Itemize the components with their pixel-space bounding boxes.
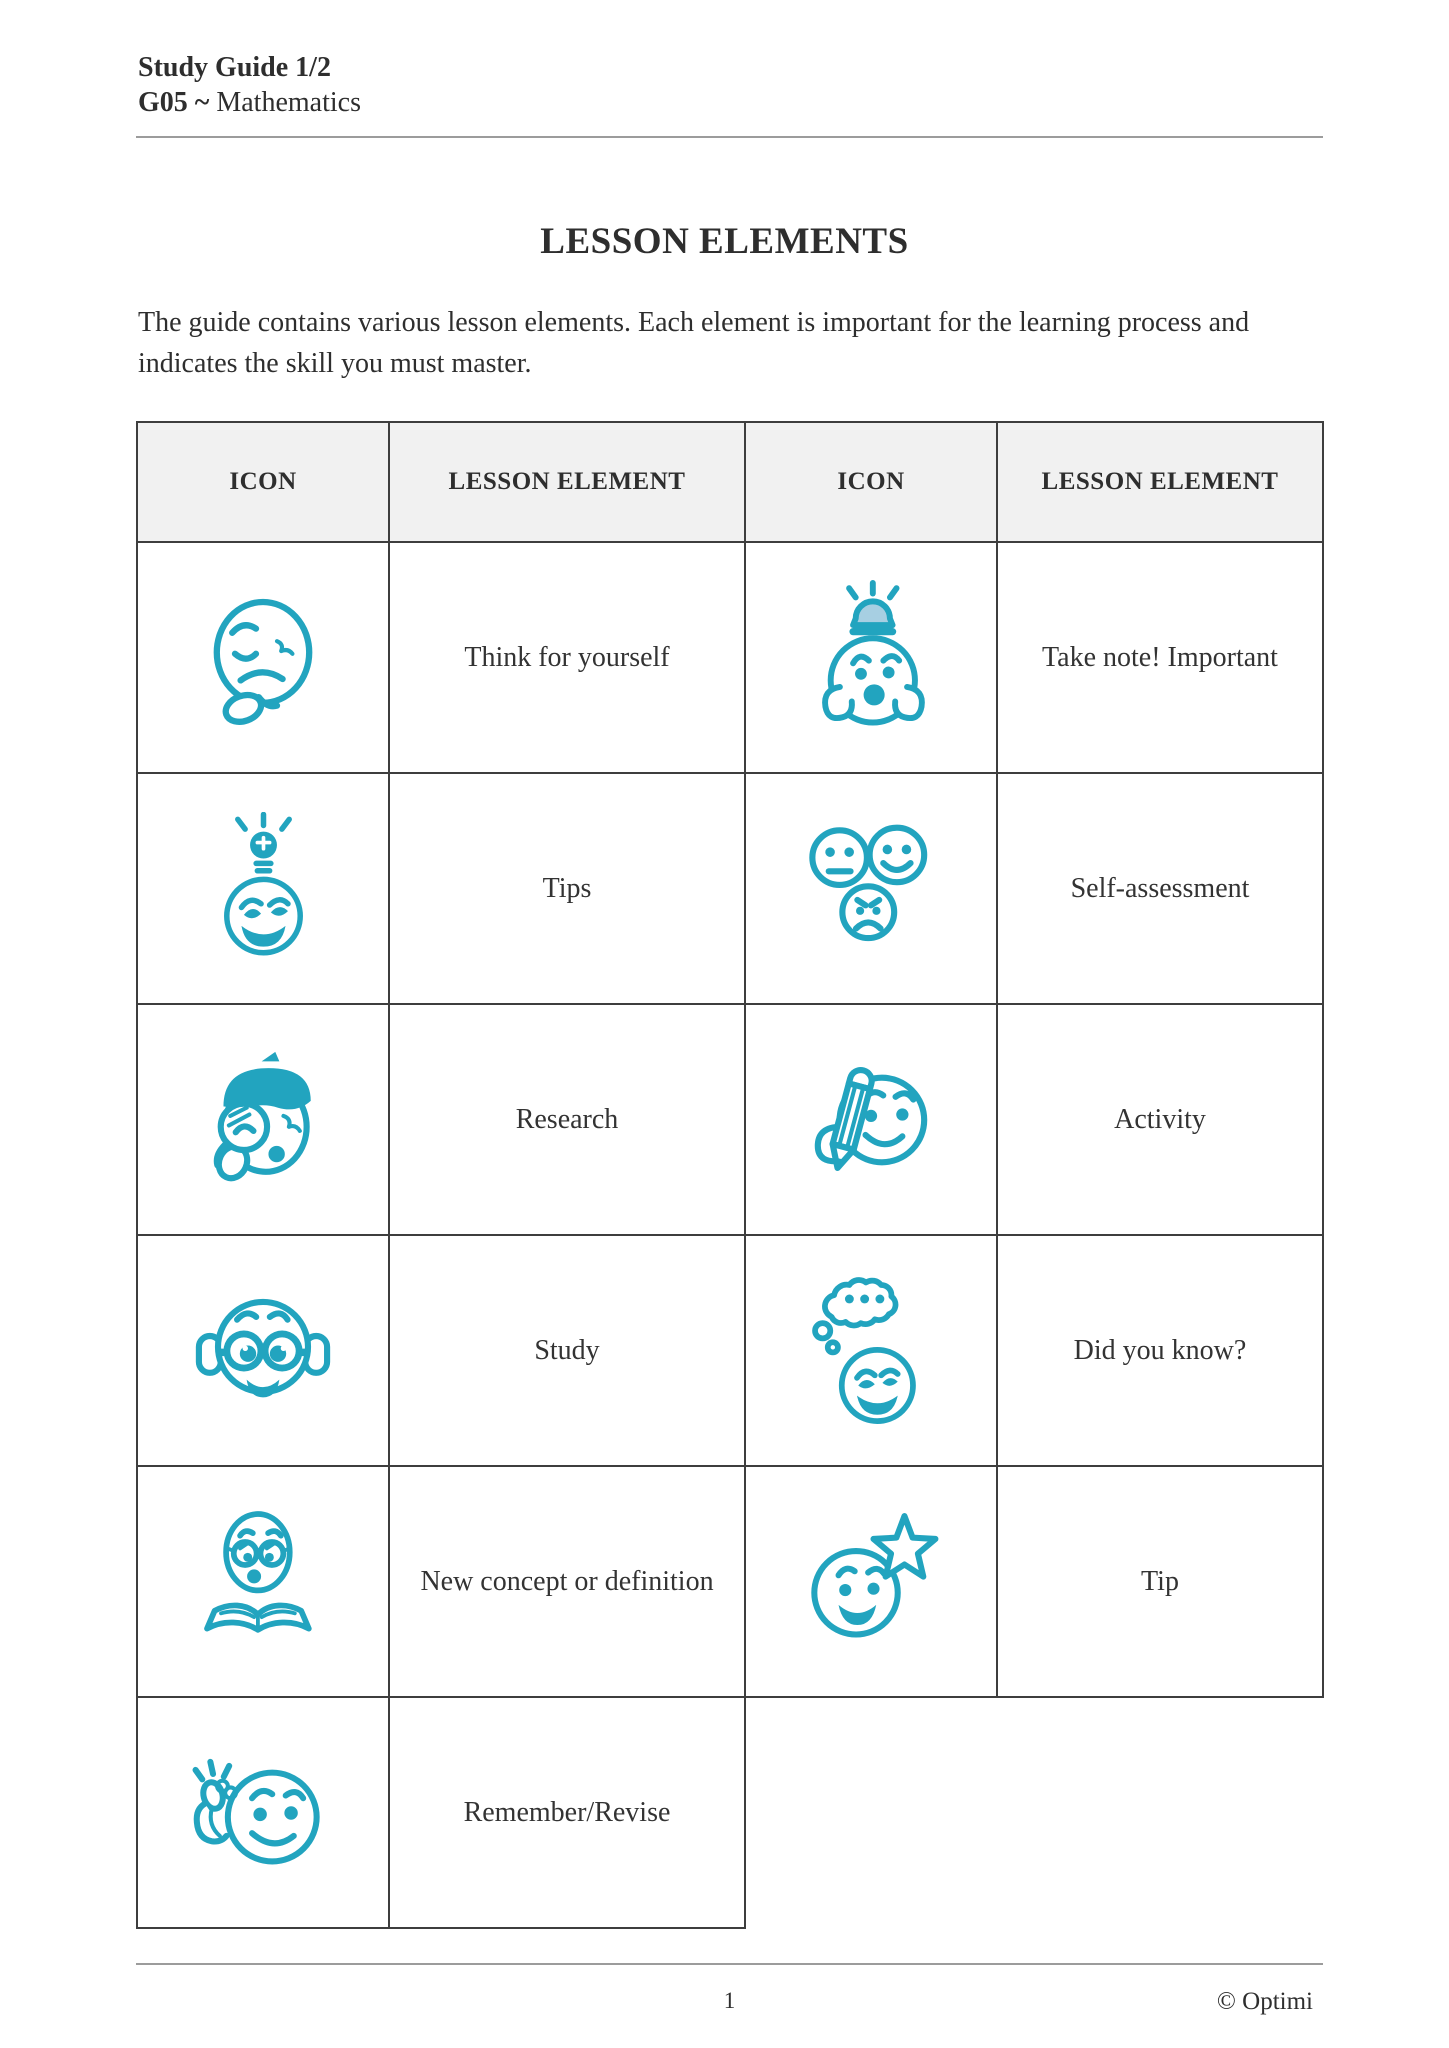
icon-cell xyxy=(137,1235,389,1466)
table-row xyxy=(137,542,1323,773)
string-on-finger-face-icon xyxy=(186,1739,341,1887)
pencil-face-icon xyxy=(796,1045,946,1195)
reading-book-face-icon xyxy=(193,1505,333,1658)
intro-paragraph: The guide contains various lesson elements. Each element is important for the learning process and indicates the skill you must master. xyxy=(138,307,1250,379)
icon-cell xyxy=(137,542,389,773)
header-icon-1: ICON xyxy=(137,422,389,542)
lesson-element-label: Did you know? xyxy=(997,1235,1323,1466)
page-title: LESSON ELEMENTS xyxy=(540,221,909,262)
icon-cell xyxy=(745,1004,997,1235)
copyright: © Optimi xyxy=(1216,1988,1313,2015)
thinking-face-icon xyxy=(193,588,333,728)
icon-cell xyxy=(137,1004,389,1235)
header-subject: Mathematics xyxy=(209,87,361,118)
header-line1: Study Guide 1/2 xyxy=(138,52,331,83)
table-row xyxy=(137,1466,1323,1697)
round-glasses-face-icon xyxy=(188,1276,338,1426)
icon-cell xyxy=(137,773,389,1004)
header-rule xyxy=(136,136,1323,138)
header-course-code: G05 ~ xyxy=(138,87,210,118)
icon-cell xyxy=(137,1466,389,1697)
lesson-elements-table xyxy=(136,421,1324,1929)
document-header xyxy=(138,50,1323,120)
header-icon-2: ICON xyxy=(745,422,997,542)
footer xyxy=(136,1988,1323,2028)
table-row xyxy=(137,773,1323,1004)
table-row xyxy=(137,1004,1323,1235)
header-lesson-element-1: LESSON ELEMENT xyxy=(389,422,745,542)
footer-rule xyxy=(136,1963,1323,1965)
icon-cell xyxy=(745,1235,997,1466)
thought-bubble-face-icon xyxy=(801,1271,941,1430)
three-faces-icon xyxy=(796,814,946,964)
lesson-element-label: Tips xyxy=(389,773,745,1004)
table-header-row xyxy=(137,422,1323,542)
lesson-element-label: Think for yourself xyxy=(389,542,745,773)
lesson-element-label: Self-assessment xyxy=(997,773,1323,1004)
icon-cell xyxy=(745,773,997,1004)
icon-cell xyxy=(745,542,997,773)
lightbulb-face-icon xyxy=(196,812,331,965)
lesson-element-label: Activity xyxy=(997,1004,1323,1235)
table-row xyxy=(137,1235,1323,1466)
lesson-element-label: Research xyxy=(389,1004,745,1235)
page-number: 1 xyxy=(723,1988,736,2013)
alarm-bell-face-icon xyxy=(799,579,944,737)
icon-cell xyxy=(137,1697,389,1928)
star-face-icon xyxy=(794,1508,949,1656)
detective-magnifier-face-icon xyxy=(188,1045,338,1195)
lesson-element-label: Remember/Revise xyxy=(389,1697,745,1928)
lesson-element-label: Take note! Important xyxy=(997,542,1323,773)
header-line2 xyxy=(138,85,1323,120)
lesson-element-label: Tip xyxy=(997,1466,1323,1697)
table-row xyxy=(137,1697,1323,1928)
icon-cell xyxy=(745,1466,997,1697)
header-lesson-element-2: LESSON ELEMENT xyxy=(997,422,1323,542)
lesson-element-label: New concept or definition xyxy=(389,1466,745,1697)
lesson-element-label: Study xyxy=(389,1235,745,1466)
